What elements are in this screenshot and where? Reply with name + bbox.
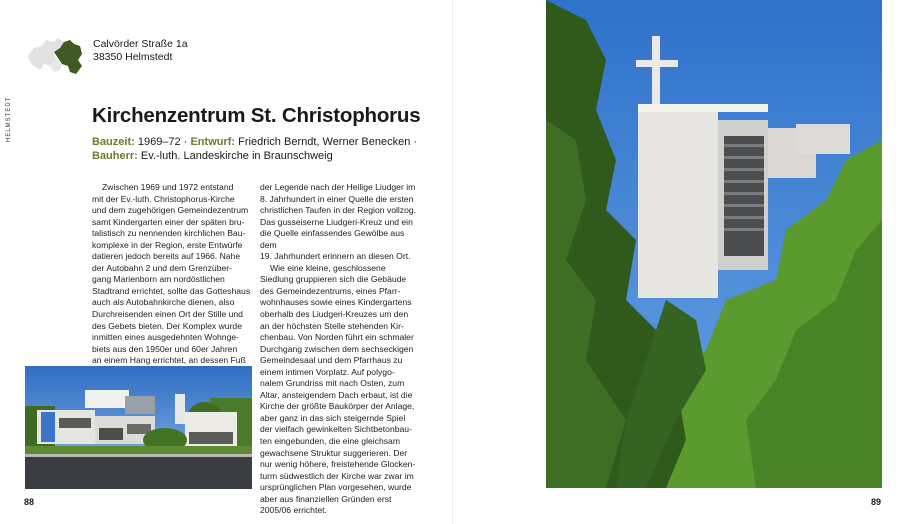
address-block: [93, 38, 188, 64]
text-line: der Autobahn 2 und dem Grenzüber-: [92, 262, 232, 273]
text-line: des Gebets bieten. Der Komplex wurde: [92, 320, 242, 331]
text-line: Gemeindesaal und dem Pfarrhaus zu: [260, 355, 403, 366]
text-column-2: [260, 182, 420, 517]
section-side-label: HELMSTEDT: [6, 96, 12, 142]
bauherr-label: Bauherr:: [92, 149, 138, 162]
text-line: Zwischen 1969 und 1972 entstand: [102, 182, 234, 192]
church-complex-photo: [25, 366, 252, 489]
text-line: aber aus finanziellen Gründen erst: [260, 493, 392, 504]
text-line: wohnhauses sowie eines Kindergartens: [260, 297, 412, 308]
meta-separator: ·: [183, 136, 191, 148]
text-line: biets aus den 1950er und 60er Jahren: [92, 343, 238, 354]
entwurf-value: Friedrich Berndt, Werner Benecken: [238, 136, 411, 148]
bell-tower-photo: [546, 0, 882, 488]
left-page: [0, 0, 453, 524]
text-line: turm südwestlich der Kirche war zwar im: [260, 470, 414, 481]
text-line: des Gemeindezentrums, eines Pfarr-: [260, 285, 401, 296]
text-line: Kirche der größte Baukörper der Anlage,: [260, 401, 415, 412]
text-line: nalem Grundriss mit nach Osten, zum: [260, 378, 405, 389]
text-line: Durchreisenden einen Ort der Stille und: [92, 309, 243, 320]
text-line: ursprünglichen Plan vorgesehen, wurde: [260, 482, 412, 493]
paragraph-2: [260, 263, 420, 517]
bauherr-value: Ev.-luth. Landeskirche in Braunschweig: [140, 149, 333, 162]
article-meta: [92, 136, 422, 163]
text-line: 8. Jahrhundert in einer Quelle die ersten: [260, 193, 414, 204]
text-line: christlichen Taufen in der Region vollzog.: [260, 205, 417, 216]
text-line: gang Marienborn am nordöstlichen: [92, 274, 225, 285]
text-line: gewachsene Struktur suggerieren. Der: [260, 447, 408, 458]
text-line: nur wenig höhere, freistehende Glocken-: [260, 459, 416, 470]
bauzeit-value: 1969–72: [137, 136, 181, 148]
address-city: 38350 Helmstedt: [93, 51, 173, 63]
text-column-1: [92, 182, 252, 367]
text-line: die Quelle einfassendes Gewölbe aus dem: [260, 228, 405, 250]
meta-separator: ·: [413, 136, 418, 148]
text-line: oberhalb des Liudgeri-Kreuzes um den: [260, 309, 409, 320]
bauzeit-label: Bauzeit:: [92, 136, 135, 148]
page-number-left: 88: [24, 497, 35, 507]
text-line: datieren jedoch bereits auf 1966. Nahe: [92, 251, 241, 262]
text-line: aber ganz in das sich steigernde Spiel: [260, 412, 406, 423]
text-line: der Legende nach der Heilige Liudger im: [260, 182, 416, 192]
text-line: und dem zugehörigen Gemeindezentrum: [92, 205, 249, 216]
text-line: Wie eine kleine, geschlossene: [270, 262, 386, 273]
text-line: der vielfach gewinkelten Sichtbetonbau-: [260, 424, 412, 435]
text-line: mit der Ev.-luth. Christophorus-Kirche: [92, 193, 235, 204]
text-line: samt Kindergarten einer der späten bru-: [92, 216, 245, 227]
text-line: 19. Jahrhundert erinnern an diesen Ort.: [260, 251, 411, 262]
address-street: Calvörder Straße 1a: [93, 38, 188, 50]
text-line: ten eingebunden, die eine gleichsam: [260, 436, 400, 447]
text-line: Stadtrand errichtet, sollte das Gotteshaus: [92, 285, 251, 296]
text-line: chenbau. Von Norden führt ein schmaler: [260, 332, 414, 343]
article-title: Kirchenzentrum St. Christophorus: [92, 104, 421, 127]
text-line: auch als Autobahnkirche dienen, also: [92, 297, 235, 308]
paragraph-1: [92, 182, 252, 367]
text-line: Das gusseiserne Liudgeri-Kreuz und ein: [260, 216, 413, 227]
text-line: einem intimen Vorplatz. Auf polygo-: [260, 366, 395, 377]
text-line: Siedlung gruppieren sich die Gebäude: [260, 274, 407, 285]
text-line: an der höchsten Stelle stehenden Kir-: [260, 320, 404, 331]
text-line: talistisch zu nennenden kirchlichen Bau-: [92, 228, 246, 239]
text-line: 2005/06 errichtet.: [260, 505, 327, 516]
text-line: Durchgang zwischen dem sechseckigen: [260, 343, 414, 354]
entwurf-label: Entwurf:: [190, 136, 236, 148]
region-map-icon: [24, 34, 86, 78]
text-line: komplexe in der Region, erste Entwürfe: [92, 239, 243, 250]
text-line: an einem Hang errichtet, an dessen Fuß: [92, 355, 246, 366]
page-number-right: 89: [871, 497, 882, 507]
text-line: Altar, ansteigendem Dach erbaut, ist die: [260, 389, 413, 400]
text-line: inmitten eines ausgedehnten Wohnge-: [92, 332, 239, 343]
paragraph-1-continued: [260, 182, 420, 263]
